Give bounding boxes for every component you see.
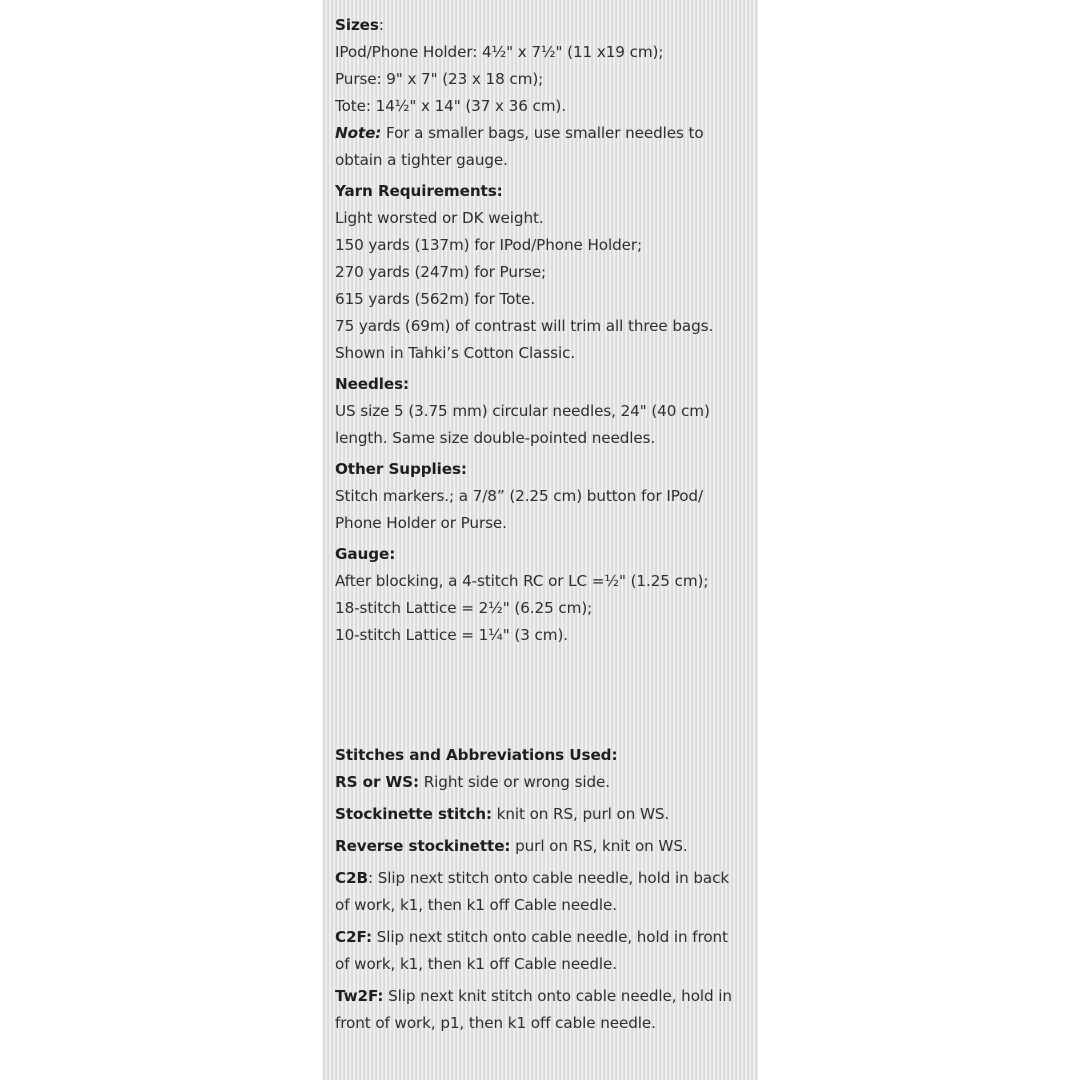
- abbr-item-c2f: [335, 924, 750, 978]
- yarn-section: [335, 178, 750, 367]
- yarn-line: Shown in Tahki’s Cotton Classic.: [335, 344, 576, 362]
- abbr-item-rs-ws: [335, 769, 750, 796]
- sizes-heading-line: [335, 12, 750, 39]
- abbr-text-cont: front of work, p1, then k1 off cable needle.: [335, 1014, 656, 1032]
- abbr-text: : Slip next stitch onto cable needle, hold in back: [368, 869, 730, 887]
- stitches-section: [335, 742, 750, 1037]
- yarn-line: 270 yards (247m) for Purse;: [335, 263, 547, 281]
- abbr-item-tw2f: [335, 983, 750, 1037]
- supplies-line: Phone Holder or Purse.: [335, 514, 507, 532]
- abbr-item-c2b: [335, 865, 750, 919]
- note-text: For a smaller bags, use smaller needles to: [381, 124, 704, 142]
- gauge-line: After blocking, a 4-stitch RC or LC =½" (1.25 cm);: [335, 572, 709, 590]
- needles-line: US size 5 (3.75 mm) circular needles, 24" (40 cm): [335, 402, 710, 420]
- sizes-line: Purse: 9" x 7" (23 x 18 cm);: [335, 70, 544, 88]
- sizes-line: IPod/Phone Holder: 4½" x 7½" (11 x19 cm);: [335, 43, 664, 61]
- abbr-label: C2F:: [335, 928, 372, 946]
- sizes-line: Tote: 14½" x 14" (37 x 36 cm).: [335, 97, 566, 115]
- pattern-info-panel: [322, 0, 758, 1080]
- abbr-label: C2B: [335, 869, 368, 887]
- abbr-text: Slip next knit stitch onto cable needle, hold in: [383, 987, 732, 1005]
- abbr-label: RS or WS:: [335, 773, 419, 791]
- abbr-text-cont: of work, k1, then k1 off Cable needle.: [335, 955, 617, 973]
- abbr-label: Stockinette stitch:: [335, 805, 492, 823]
- sizes-section: [335, 12, 750, 174]
- gauge-line: 10-stitch Lattice = 1¼" (3 cm).: [335, 626, 569, 644]
- gauge-heading: Gauge:: [335, 545, 396, 563]
- abbr-text: knit on RS, purl on WS.: [491, 805, 670, 823]
- needles-heading: Needles:: [335, 375, 410, 393]
- gauge-section: [335, 541, 750, 649]
- note-label: Note:: [335, 124, 382, 142]
- supplies-line: Stitch markers.; a 7/8” (2.25 cm) button for IPod/: [335, 487, 703, 505]
- abbr-label: Tw2F:: [335, 987, 384, 1005]
- abbr-text: Right side or wrong side.: [419, 773, 611, 791]
- supplies-section: [335, 456, 750, 537]
- abbr-item-stockinette: [335, 801, 750, 828]
- sizes-note-cont: obtain a tighter gauge.: [335, 151, 508, 169]
- needles-section: [335, 371, 750, 452]
- stitches-heading: Stitches and Abbreviations Used:: [335, 746, 618, 764]
- abbr-item-reverse-stockinette: [335, 833, 750, 860]
- gauge-line: 18-stitch Lattice = 2½" (6.25 cm);: [335, 599, 593, 617]
- yarn-line: Light worsted or DK weight.: [335, 209, 544, 227]
- sizes-heading: Sizes: [335, 16, 379, 34]
- yarn-line: 75 yards (69m) of contrast will trim all three bags.: [335, 317, 714, 335]
- section-spacer: [335, 653, 750, 742]
- abbr-text-cont: of work, k1, then k1 off Cable needle.: [335, 896, 617, 914]
- supplies-heading: Other Supplies:: [335, 460, 467, 478]
- abbr-text: Slip next stitch onto cable needle, hold in front: [371, 928, 728, 946]
- sizes-note-line: [335, 120, 750, 147]
- sizes-heading-colon: :: [378, 16, 384, 34]
- abbr-label: Reverse stockinette:: [335, 837, 511, 855]
- needles-line: length. Same size double-pointed needles.: [335, 429, 656, 447]
- abbr-text: purl on RS, knit on WS.: [510, 837, 688, 855]
- yarn-line: 150 yards (137m) for IPod/Phone Holder;: [335, 236, 643, 254]
- yarn-heading: Yarn Requirements:: [335, 182, 503, 200]
- yarn-line: 615 yards (562m) for Tote.: [335, 290, 536, 308]
